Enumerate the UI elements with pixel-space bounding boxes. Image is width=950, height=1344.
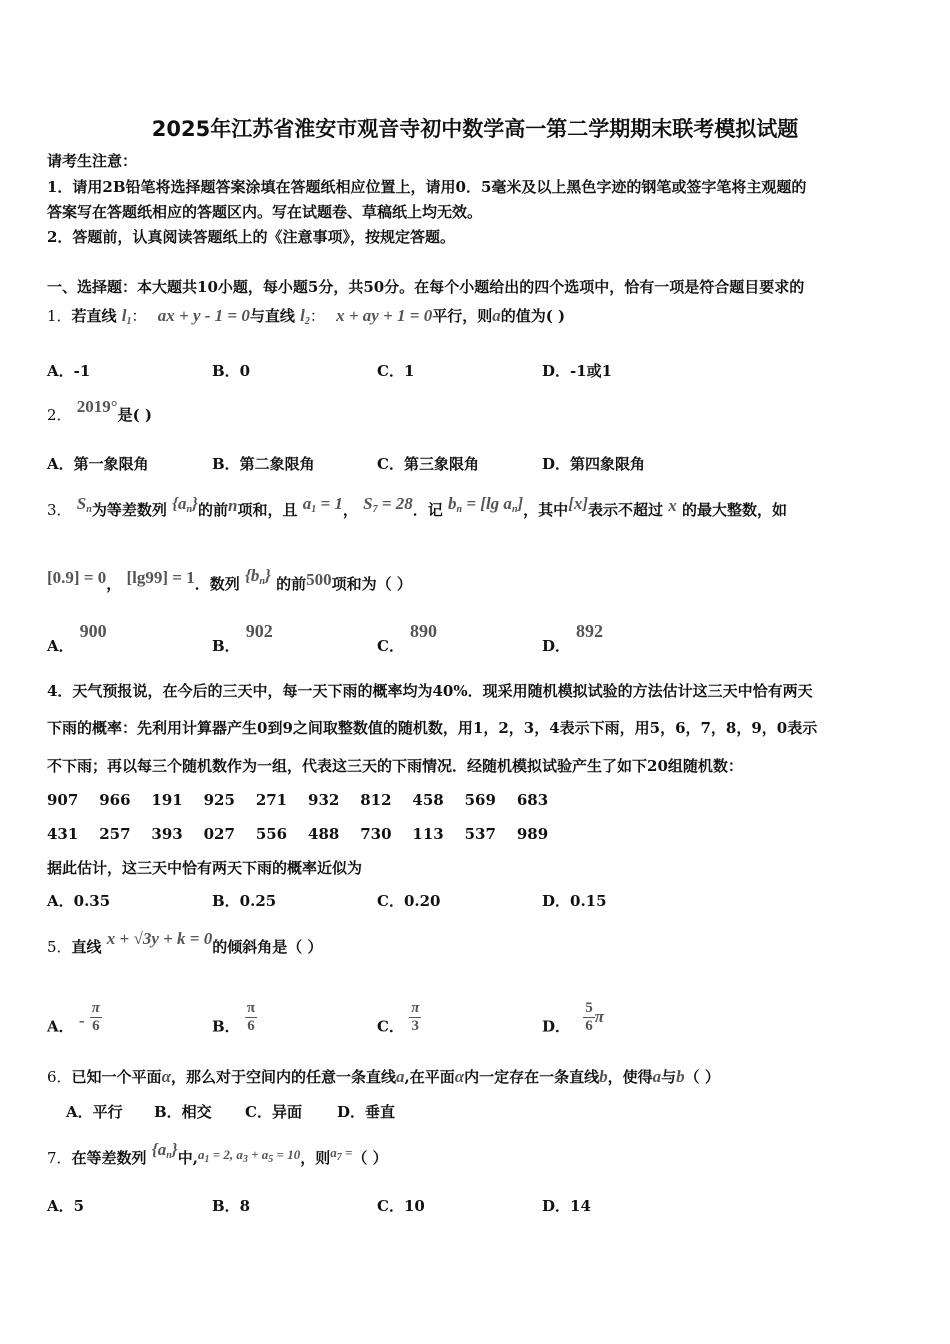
q3-text-5: ，其中 (523, 501, 569, 519)
q7-option-b[interactable]: B．8 (212, 1197, 251, 1215)
q7-text-3: ，则 (300, 1149, 331, 1167)
q3-text-2: 的前 (197, 501, 228, 519)
q4-option-b[interactable]: B．0.25 (212, 892, 277, 910)
q1-option-a[interactable]: A．-1 (47, 362, 91, 380)
q7-a7: $a_7$ = (330, 1145, 353, 1163)
q3-text-1: 为等差数列 (91, 501, 167, 519)
q3-text-9: 的前 (276, 575, 307, 593)
q3-floor-x: [x] (568, 494, 589, 513)
q6-option-b[interactable]: B．相交 (154, 1103, 212, 1121)
q1-option-c[interactable]: C．1 (377, 362, 415, 380)
q6-text-2: ，那么对于空间内的任意一条直线 (170, 1068, 396, 1086)
q7-text-4: （ ） (352, 1149, 388, 1167)
q5-text-2: 的倾斜角是（ ） (212, 938, 323, 956)
q2-text: 是( ) (117, 406, 153, 424)
notice-line-2: 答案写在答题纸相应的答题区内。写在试题卷、草稿纸上均无效。 (47, 203, 483, 221)
q4-line-1: 4．天气预报说，在今后的三天中，每一天下雨的概率均为40%．现采用随机模拟试验的方法估计这三天中恰有两天 (47, 682, 813, 700)
q1-text-3: 平行，则 (432, 307, 493, 325)
q3-text-6: 表示不超过 (588, 501, 664, 519)
question-6 (47, 1067, 720, 1087)
q1-l1: $l_1$ (121, 306, 132, 327)
q3-a1: $a_1 = 1$ (302, 494, 343, 515)
q3-var-n: n (227, 496, 238, 515)
page-title: 2025年江苏省淮安市观音寺初中数学高一第二学期期末联考模拟试题 (151, 117, 799, 141)
q3-var-x: x (668, 496, 677, 515)
q3-example-1: [0.9] = 0 (47, 568, 107, 587)
q1-option-d[interactable]: D．-1或1 (542, 362, 613, 380)
q5-number: 5． (47, 938, 72, 956)
q1-colon-2: ： (309, 307, 325, 325)
q6-var-b-2: b (676, 1067, 685, 1086)
q1-number: 1． (47, 307, 72, 325)
q3-comma-1: ， (342, 501, 358, 519)
q6-option-d[interactable]: D．垂直 (337, 1103, 396, 1121)
notice-heading: 请考生注意： (47, 152, 138, 170)
q1-var-a: a (492, 306, 501, 325)
q7-text-2: 中, (177, 1149, 198, 1167)
q1-text-2: 与直线 (249, 307, 295, 325)
question-1 (47, 306, 565, 332)
q2-option-a[interactable]: A．第一象限角 (47, 455, 149, 473)
question-3-line-2 (47, 566, 412, 600)
q1-text-4: 的值为( ) (500, 307, 566, 325)
q4-option-d[interactable]: D．0.15 (542, 892, 607, 910)
q7-seq-a: $\{a_n\}$ (151, 1140, 178, 1161)
question-5 (47, 929, 323, 957)
section-heading: 一、选择题：本大题共10小题，每小题5分，共50分。在每个小题给出的四个选项中，恰有一项是符合题目要求的 (47, 278, 805, 296)
q3-option-d[interactable]: D．892 (542, 621, 604, 655)
q5-option-d[interactable]: D． $\frac{5}{6}$ π (542, 1000, 605, 1036)
q4-option-a[interactable]: A．0.35 (47, 892, 111, 910)
q6-option-a[interactable]: A．平行 (66, 1103, 123, 1121)
q2-option-b[interactable]: B．第二象限角 (212, 455, 315, 473)
q4-line-3: 不下雨；再以每三个随机数作为一组，代表这三天的下雨情况．经随机模拟试验产生了如下20组随机数： (47, 757, 743, 775)
q3-option-a[interactable]: A．900 (47, 621, 107, 655)
q7-number: 7． (47, 1149, 72, 1167)
q3-bn-def: $b_n = [\lg$ $a_n$] (448, 494, 524, 515)
q6-text-7: （ ） (684, 1068, 720, 1086)
q3-option-c[interactable]: C．890 (377, 621, 437, 655)
notice-line-1: 1．请用2B铅笔将选择题答案涂填在答题纸相应位置上，请用0．5毫米及以上黑色字迹的钢笔或签字笔将主观题的 (47, 178, 807, 196)
q3-S7: $S_7 = 28$ (363, 494, 413, 515)
q7-equation: $a_1 = 2$, $a_3 + a_5 = 10$ (197, 1147, 301, 1165)
q5-option-c[interactable]: C． $\frac{\pi}{3}$ (377, 1000, 420, 1036)
q6-text-4: 内一定存在一条直线 (464, 1068, 600, 1086)
q4-random-row-2: 431 257 393 027 556 488 730 113 537 989 (47, 825, 549, 843)
q3-comma-2: ， (106, 575, 122, 593)
q6-alpha-2: α (454, 1067, 465, 1086)
q3-text-4: ．记 (412, 501, 443, 519)
q3-seq-a: $\{a_n\}$ (172, 494, 198, 515)
q6-text-3: ,在平面 (404, 1068, 455, 1086)
q5-option-a[interactable]: A． - $\frac{\pi}{6}$ (47, 1000, 100, 1036)
q2-option-c[interactable]: C．第三象限角 (377, 455, 479, 473)
q1-colon-1: ： (131, 307, 147, 325)
q4-random-row-1: 907 966 191 925 271 932 812 458 569 683 (47, 791, 549, 809)
notice-line-3: 2．答题前，认真阅读答题纸上的《注意事项》，按规定答题。 (47, 228, 455, 246)
q3-example-2: [lg99] = 1 (126, 568, 195, 587)
q3-Sn: $S_n$ (76, 494, 92, 515)
q1-option-b[interactable]: B．0 (212, 362, 251, 380)
q6-var-b-1: b (599, 1067, 608, 1086)
q3-number: 3． (47, 501, 72, 519)
q1-equation-1: ax + y - 1 = 0 (157, 306, 250, 325)
q5-text-1: 直线 (71, 938, 102, 956)
q6-text-6: 与 (661, 1068, 677, 1086)
question-3-line-1 (47, 494, 788, 526)
q4-line-4: 据此估计，这三天中恰有两天下雨的概率近似为 (47, 859, 363, 877)
q1-equation-2: x + ay + 1 = 0 (336, 306, 433, 325)
q4-line-2: 下雨的概率：先利用计算器产生0到9之间取整数值的随机数，用1，2，3，4表示下雨，用5，6，7，8，9，0表示 (47, 719, 818, 737)
q3-500: 500 (306, 570, 332, 589)
q6-var-a-2: a (652, 1067, 662, 1086)
q2-option-d[interactable]: D．第四象限角 (542, 455, 646, 473)
q6-text-1: 已知一个平面 (71, 1068, 162, 1086)
q3-seq-b: $\{b_n\}$ (245, 566, 271, 587)
q3-text-3: 项和，且 (237, 501, 298, 519)
q1-l2: $l_2$ (300, 306, 310, 327)
q5-option-b[interactable]: B． $\frac{\pi}{6}$ (212, 1000, 256, 1036)
q6-option-c[interactable]: C．异面 (245, 1103, 302, 1121)
q6-number: 6． (47, 1068, 72, 1086)
q4-option-c[interactable]: C．0.20 (377, 892, 441, 910)
question-7 (47, 1140, 388, 1174)
q3-text-8: ．数列 (194, 575, 240, 593)
question-2 (47, 397, 153, 425)
q3-option-b[interactable]: B．902 (212, 621, 273, 655)
q1-text-1: 若直线 (71, 307, 117, 325)
q2-number: 2． (47, 406, 72, 424)
q6-alpha-1: α (161, 1067, 171, 1086)
q5-equation: x + √3y + k = 0 (106, 929, 213, 948)
q7-option-a[interactable]: A．5 (47, 1197, 85, 1215)
q7-text-1: 在等差数列 (71, 1149, 147, 1167)
q2-angle: 2019° (76, 397, 118, 416)
q6-var-a-1: a (395, 1067, 405, 1086)
q7-option-c[interactable]: C．10 (377, 1197, 425, 1215)
q7-option-d[interactable]: D．14 (542, 1197, 591, 1215)
q3-text-10: 项和为（ ） (331, 575, 412, 593)
q6-text-5: ，使得 (607, 1068, 653, 1086)
q3-text-7: 的最大整数，如 (682, 501, 788, 519)
